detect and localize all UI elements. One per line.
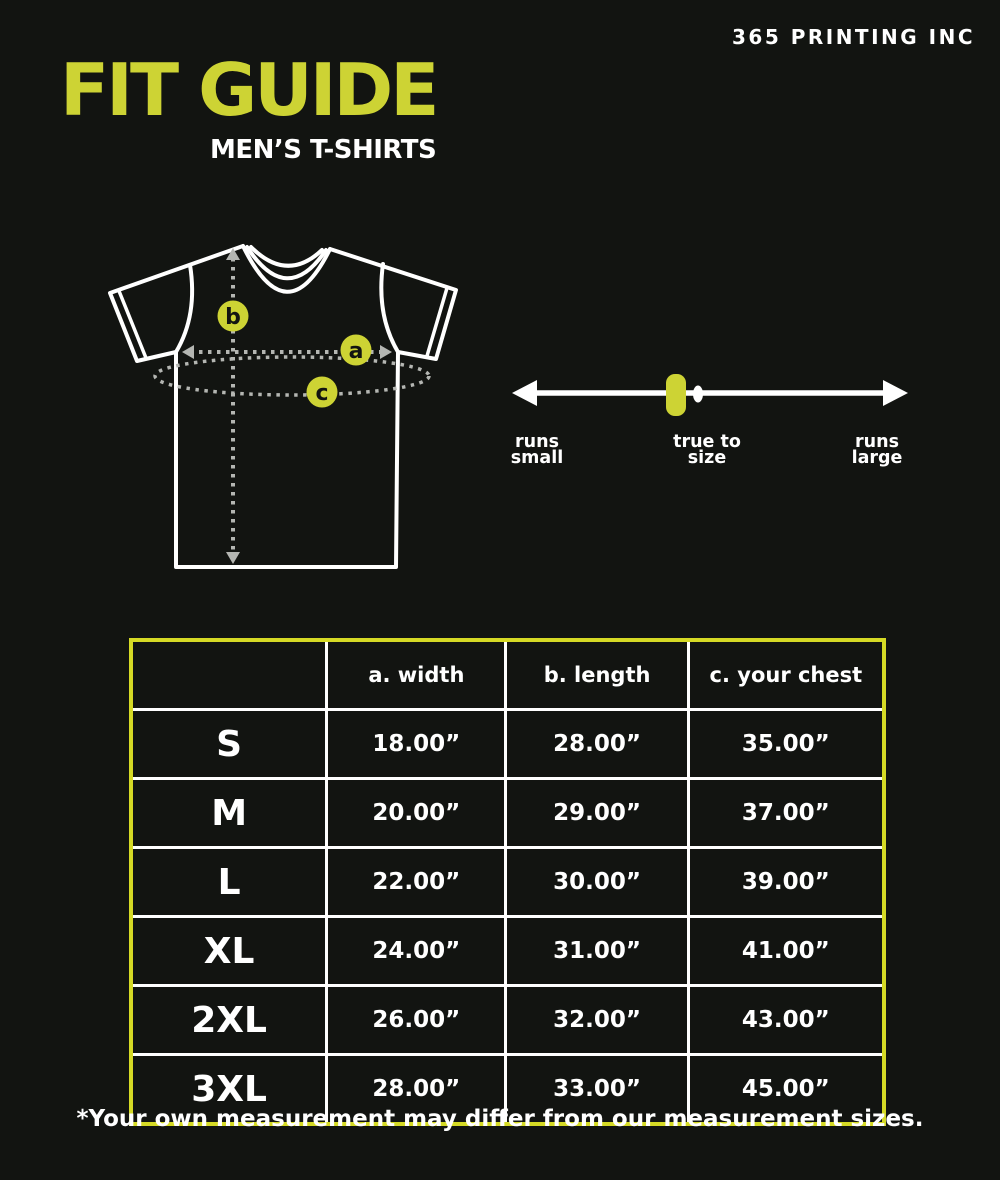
length-value: 28.00” xyxy=(506,710,688,779)
tshirt-outline-icon xyxy=(110,246,456,567)
length-value: 33.00” xyxy=(506,1055,688,1125)
marker-a-label: a xyxy=(348,339,364,364)
table-row xyxy=(131,917,884,986)
scale-label-runs-small: runs small xyxy=(510,432,564,468)
size-label: M xyxy=(131,779,327,848)
size-label: 2XL xyxy=(131,986,327,1055)
marker-circles xyxy=(218,301,372,408)
chest-value: 43.00” xyxy=(688,986,884,1055)
width-value: 20.00” xyxy=(327,779,506,848)
header-width: a. width xyxy=(327,640,506,710)
size-label: L xyxy=(131,848,327,917)
width-value: 28.00” xyxy=(327,1055,506,1125)
scale-marker xyxy=(666,374,686,416)
width-value: 18.00” xyxy=(327,710,506,779)
table-row xyxy=(131,986,884,1055)
size-label: XL xyxy=(131,917,327,986)
marker-b-label: b xyxy=(225,305,241,330)
table-row xyxy=(131,848,884,917)
scale-center-dot xyxy=(693,386,703,403)
table-header-row xyxy=(131,640,884,710)
width-value: 22.00” xyxy=(327,848,506,917)
measurement-arrowheads xyxy=(182,248,392,564)
chest-value: 39.00” xyxy=(688,848,884,917)
marker-c-label: c xyxy=(315,381,329,406)
length-value: 29.00” xyxy=(506,779,688,848)
size-label: S xyxy=(131,710,327,779)
header-length: b. length xyxy=(506,640,688,710)
scale-label-true-to-size: true to size xyxy=(673,432,741,468)
chest-value: 41.00” xyxy=(688,917,884,986)
measurement-lines xyxy=(155,258,429,556)
size-table xyxy=(129,638,886,1126)
width-value: 24.00” xyxy=(327,917,506,986)
tshirt-diagram xyxy=(90,232,480,582)
width-value: 26.00” xyxy=(327,986,506,1055)
chest-value: 45.00” xyxy=(688,1055,884,1125)
table-row xyxy=(131,779,884,848)
page-title: FIT GUIDE xyxy=(60,48,437,132)
table-row xyxy=(131,710,884,779)
size-label: 3XL xyxy=(131,1055,327,1125)
scale-label-runs-large: runs large xyxy=(851,432,903,468)
scale-arrow-icon xyxy=(512,380,908,406)
header-chest: c. your chest xyxy=(688,640,884,710)
page-subtitle: MEN’S T-SHIRTS xyxy=(210,135,437,165)
length-value: 32.00” xyxy=(506,986,688,1055)
chest-ellipse xyxy=(155,357,429,395)
length-value: 30.00” xyxy=(506,848,688,917)
length-value: 31.00” xyxy=(506,917,688,986)
header-size xyxy=(131,640,327,710)
brand-name: 365 PRINTING INC xyxy=(731,25,975,49)
chest-value: 37.00” xyxy=(688,779,884,848)
chest-value: 35.00” xyxy=(688,710,884,779)
footnote: *Your own measurement may differ from our measurement sizes. xyxy=(76,1106,924,1132)
fit-scale xyxy=(500,355,920,430)
